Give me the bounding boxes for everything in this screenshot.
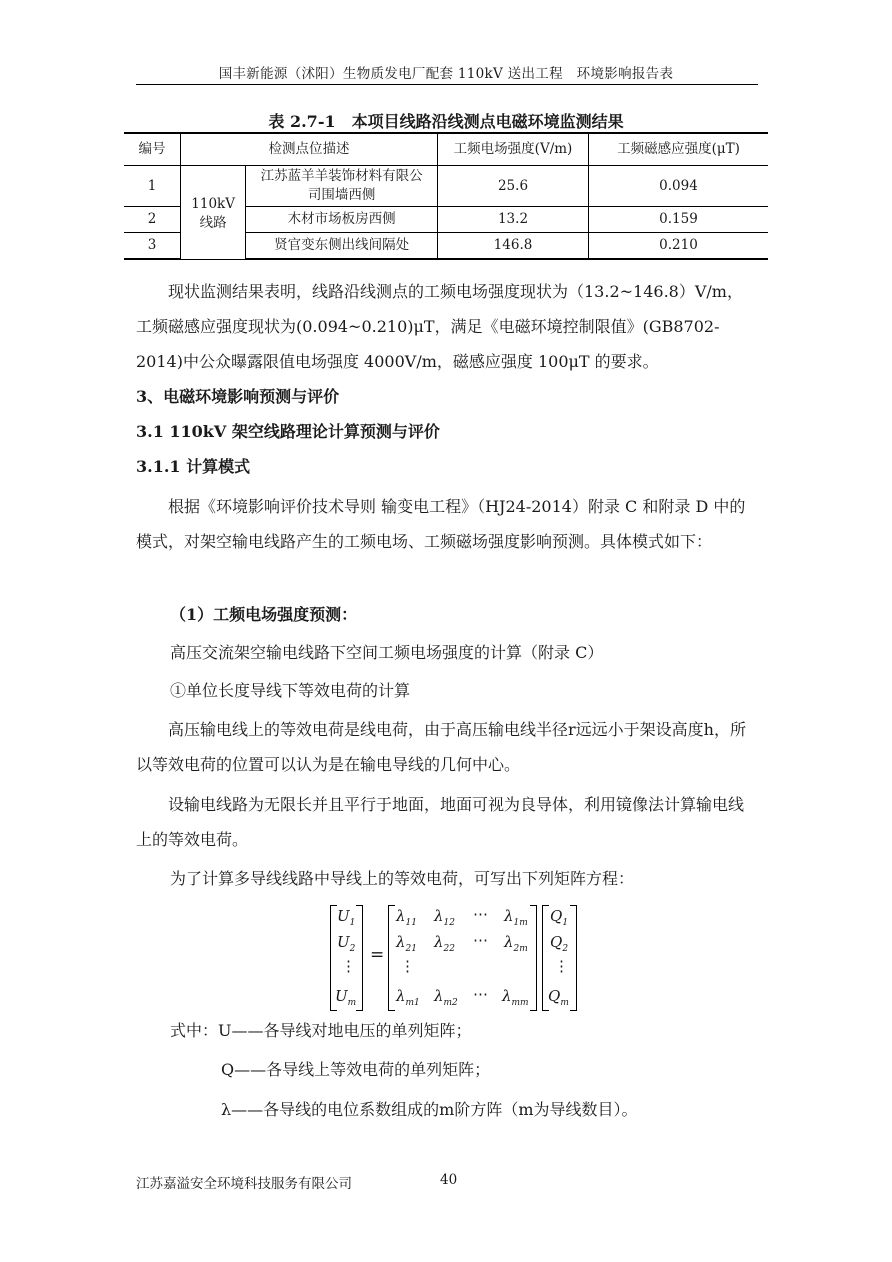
matrix-l-vdots: ⋮	[400, 957, 415, 975]
row-bfield: 0.210	[589, 233, 769, 260]
paragraph-text: 设输电线路为无限长并且平行于地面，地面可视为良导体，利用镜像法计算输电线上的等效电荷。	[136, 795, 745, 849]
col-header-place: 检测点位描述	[181, 133, 438, 166]
bracket-right-u	[356, 905, 363, 1011]
matrix-q-dots: ⋮	[554, 957, 569, 975]
table-header-row	[124, 133, 768, 166]
matrix-l-11: $\lambda_{11}$	[396, 907, 417, 928]
paragraph-matrix-intro: 为了计算多导线线路中导线上的等效电荷，可写出下列矩阵方程：	[170, 869, 635, 888]
row-bfield: 0.094	[589, 166, 769, 207]
line-group-label-text: 110kV 线路	[191, 196, 235, 232]
matrix-l-12: $\lambda_{12}$	[434, 907, 455, 928]
line-group-label	[181, 166, 246, 260]
row-no: 2	[124, 207, 181, 233]
definition-u: 式中：U——各导线对地电压的单列矩阵；	[170, 1021, 472, 1040]
matrix-l-2m: $\lambda_{2m}$	[504, 933, 528, 954]
definition-q: Q——各导线上等效电荷的单列矩阵；	[221, 1060, 491, 1079]
row-place: 木材市场板房西侧	[246, 207, 438, 233]
page-header-title: 国丰新能源（沭阳）生物质发电厂配套 110kV 送出工程 环境影响报告表	[218, 66, 674, 82]
matrix-equation	[326, 905, 586, 1015]
col-header-bfield: 工频磁感应强度(μT)	[589, 133, 769, 166]
row-efield: 13.2	[438, 207, 589, 233]
matrix-u-1: $U_1$	[337, 907, 356, 928]
table-row	[124, 166, 768, 207]
subheading-efield-prediction: （1）工频电场强度预测：	[170, 605, 358, 624]
section-heading-3-1: 3.1 110kV 架空线路理论计算预测与评价	[136, 422, 440, 441]
matrix-u-2: $U_2$	[337, 933, 356, 954]
monitoring-results-table	[124, 132, 768, 260]
matrix-l-hdots-1: ⋯	[473, 905, 488, 923]
table-title: 表 2.7-1 本项目线路沿线测点电磁环境监测结果	[268, 112, 624, 131]
matrix-l-1m: $\lambda_{1m}$	[504, 907, 528, 928]
paragraph-appendix-c: 高压交流架空输电线路下空间工频电场强度的计算（附录 C）	[170, 643, 604, 662]
matrix-q-2: $Q_2$	[550, 933, 569, 954]
equals-sign: =	[370, 945, 385, 965]
row-efield: 146.8	[438, 233, 589, 260]
matrix-q-m: $Q_m$	[548, 987, 569, 1008]
footer-company: 江苏嘉溢安全环境科技服务有限公司	[136, 1176, 352, 1192]
row-bfield: 0.159	[589, 207, 769, 233]
row-place: 贤官变东侧出线间隔处	[246, 233, 438, 260]
matrix-l-22: $\lambda_{22}$	[434, 933, 455, 954]
matrix-l-hdots-3: ⋯	[473, 985, 488, 1003]
matrix-l-21: $\lambda_{21}$	[396, 933, 417, 954]
matrix-q-1: $Q_1$	[550, 907, 569, 928]
footer-page-number: 40	[440, 1172, 458, 1188]
row-place	[246, 166, 438, 207]
col-header-no: 编号	[124, 133, 181, 166]
bracket-right-q	[570, 905, 577, 1011]
bracket-right-lambda	[530, 905, 537, 1011]
bracket-left-lambda	[388, 905, 395, 1011]
matrix-u-dots: ⋮	[341, 957, 356, 975]
paragraph-mirror-method	[136, 787, 758, 857]
paragraph-equivalent-charge	[136, 712, 758, 782]
row-place-text: 江苏蓝羊羊装饰材料有限公司围墙西侧	[260, 168, 423, 203]
paragraph-calc-basis	[136, 489, 758, 559]
row-no: 1	[124, 166, 181, 207]
paragraph-text: 高压输电线上的等效电荷是线电荷，由于高压输电线半径r远远小于架设高度h，所以等效电荷的位置可以认为是在输电导线的几何中心。	[136, 720, 746, 774]
section-heading-3-1-1: 3.1.1 计算模式	[136, 457, 251, 476]
definition-lambda: λ——各导线的电位系数组成的m阶方阵（m为导线数目）。	[221, 1100, 638, 1119]
matrix-l-hdots-2: ⋯	[473, 931, 488, 949]
row-no: 3	[124, 233, 181, 260]
section-heading-3: 3、电磁环境影响预测与评价	[136, 387, 340, 406]
matrix-l-mm: $\lambda_{mm}$	[502, 987, 529, 1008]
matrix-u-m: $U_m$	[335, 987, 357, 1008]
col-header-efield: 工频电场强度(V/m)	[438, 133, 589, 166]
matrix-l-m2: $\lambda_{m2}$	[434, 987, 458, 1008]
paragraph-text: 根据《环境影响评价技术导则 输变电工程》（HJ24-2014）附录 C 和附录 D 中的模式，对架空输电线路产生的工频电场、工频磁场强度影响预测。具体模式如下：	[136, 497, 746, 551]
paragraph-unit-charge: ①单位长度导线下等效电荷的计算	[170, 681, 411, 700]
paragraph-monitoring-conclusion	[136, 274, 758, 379]
header-rule	[136, 84, 758, 85]
row-efield: 25.6	[438, 166, 589, 207]
paragraph-text: 现状监测结果表明，线路沿线测点的工频电场强度现状为（13.2~146.8）V/m，工频磁感应强度现状为(0.094~0.210)μT，满足《电磁环境控制限值》(GB8702-2014)中公众曝露限值电场强度 4000V/m，磁感应强度 100μT 的要求。	[136, 282, 743, 371]
matrix-l-m1: $\lambda_{m1}$	[396, 987, 420, 1008]
